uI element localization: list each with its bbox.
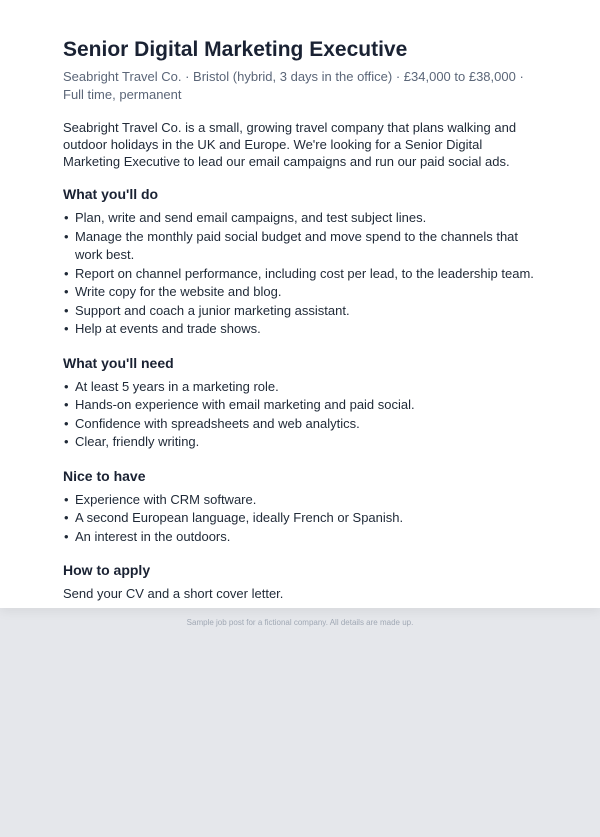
list-item-text: Report on channel performance, including cost per lead, to the leadership team. — [75, 265, 534, 281]
bullet-glyph: • — [64, 210, 69, 225]
list-item — [64, 302, 537, 321]
list-item — [64, 396, 537, 415]
list-item-text: At least 5 years in a marketing role. — [75, 378, 279, 394]
list-item — [64, 509, 537, 528]
list-item — [64, 283, 537, 302]
list-item — [64, 415, 537, 434]
bullet-list — [63, 209, 537, 339]
list-item — [64, 491, 537, 510]
section-what-you-will-need — [63, 354, 537, 452]
bullet-glyph: • — [64, 397, 69, 412]
list-item — [64, 228, 537, 265]
list-item — [64, 433, 537, 452]
bullet-glyph: • — [64, 510, 69, 525]
apply-instructions: Send your CV and a short cover letter. — [63, 586, 284, 601]
list-item-text: Write copy for the website and blog. — [75, 284, 282, 299]
job-title: Senior Digital Marketing Executive — [63, 38, 408, 61]
bullet-glyph: • — [64, 378, 69, 394]
section-heading: What you'll do — [63, 186, 159, 202]
bullet-glyph: • — [64, 415, 69, 431]
list-item — [64, 320, 537, 339]
section-heading: What you'll need — [63, 354, 174, 371]
bullet-glyph: • — [64, 528, 69, 544]
list-item-text: Manage the monthly paid social budget and move spend to the channels that work best. — [75, 228, 519, 262]
section-heading: How to apply — [63, 562, 151, 578]
bullet-list — [63, 491, 537, 547]
list-item-text: Plan, write and send email campaigns, and test subject lines. — [75, 210, 427, 225]
list-item-text: A second European language, ideally French or Spanish. — [75, 510, 404, 525]
list-item — [64, 528, 537, 547]
section-heading: Nice to have — [63, 467, 146, 484]
list-item-text: Help at events and trade shows. — [75, 321, 261, 336]
list-item-text: Hands-on experience with email marketing and paid social. — [75, 397, 415, 412]
list-item-text: Confidence with spreadsheets and web analytics. — [75, 415, 360, 431]
footnote: Sample job post for a fictional company. All details are made up. — [186, 618, 414, 627]
bullet-list — [63, 378, 537, 452]
bullet-glyph: • — [64, 265, 69, 281]
list-item — [64, 378, 537, 397]
bullet-glyph: • — [64, 228, 69, 244]
section-nice-to-have — [63, 467, 537, 547]
job-meta: Seabright Travel Co. · Bristol (hybrid, 3 days in the office) · £34,000 to £38,000 · Full time, permanent — [63, 69, 524, 102]
section-what-you-will-do — [63, 185, 537, 339]
list-item-text: An interest in the outdoors. — [75, 528, 231, 544]
list-item — [64, 265, 537, 284]
section-how-to-apply — [63, 561, 537, 603]
bullet-glyph: • — [64, 321, 69, 336]
job-intro: Seabright Travel Co. is a small, growing travel company that plans walking and outdoor holidays in the UK and Europe. We're looking for a Senior Digital Marketing Executive to lead our email campaigns and run our paid social ads. — [63, 120, 517, 169]
list-item — [64, 209, 537, 228]
bullet-glyph: • — [64, 491, 69, 507]
bullet-glyph: • — [64, 302, 69, 318]
list-item-text: Support and coach a junior marketing assistant. — [75, 302, 350, 318]
bullet-glyph: • — [64, 284, 69, 299]
list-item-text: Clear, friendly writing. — [75, 434, 200, 449]
bullet-glyph: • — [64, 434, 69, 449]
list-item-text: Experience with CRM software. — [75, 491, 257, 507]
